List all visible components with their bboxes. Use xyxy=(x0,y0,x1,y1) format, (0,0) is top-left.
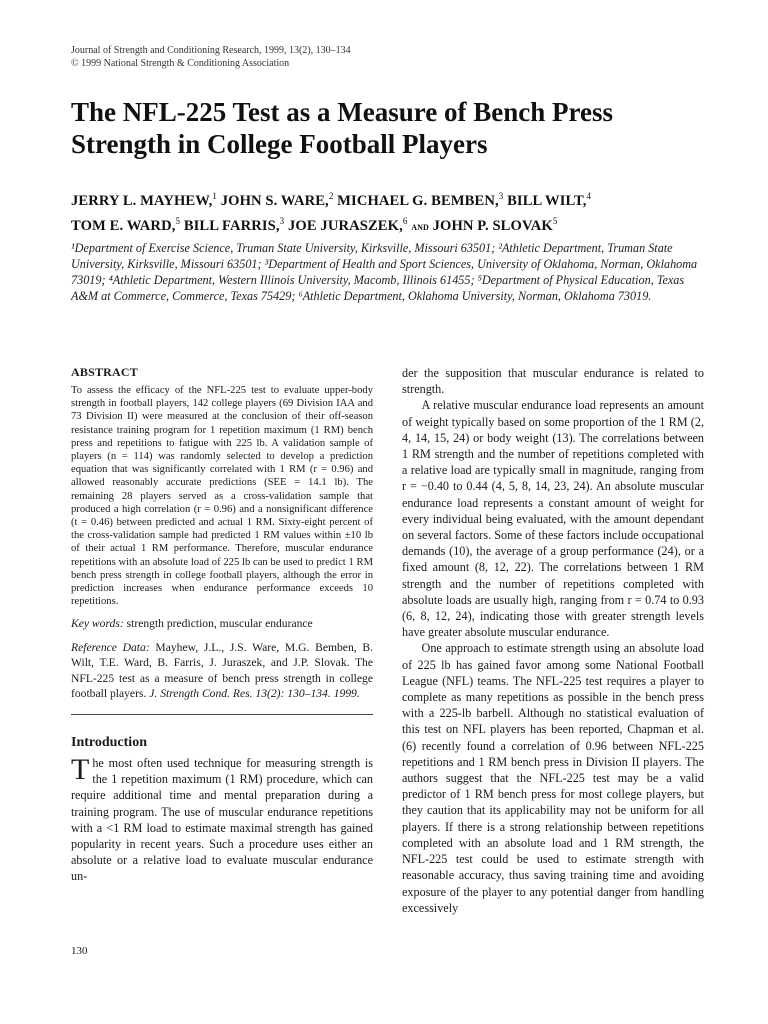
journal-citation: Journal of Strength and Conditioning Research, 1999, 13(2), 130–134 xyxy=(71,45,351,56)
author-conjunction: and xyxy=(411,218,429,233)
reference-data-text: Mayhew, J.L., J.S. Ware, M.G. Bemben, B. Wilt, T.E. Ward, B. Farris, J. Juraszek, and J.P. Slovak. The NFL-225 test as a measure of bench press strength in college football players. xyxy=(71,640,374,701)
body-paragraph: One approach to estimate strength using an absolute load of 225 lb has gained favor among some National Football League (NFL) teams. The NFL-225 test requires a player to complete as many repetitions as possible in the bench press with a 225-lb barbell. Although no statistical evaluation of this test on NFL players has been reported, Chapman et al. (6) recently found a correlation of 0.96 between NFL-225 repetitions and 1 RM bench press in Division II players. The authors suggest that the NFL-225 test may be a valid predictor of 1 RM bench press for most college players, but they caution that its applicability may not be uniform for all players. If there is a strong relationship between repetitions completed with an absolute load and 1 RM strength, the NFL-225 test could be used to estimate strength with reasonable accuracy, thus saving training time and avoiding exposure of the player to any potential danger from handling excessively xyxy=(402,641,704,915)
author-name: JOHN S. WARE,$^2$ xyxy=(220,191,334,209)
reference-data xyxy=(71,640,373,702)
keywords-label: Key words: xyxy=(71,617,124,631)
journal-header xyxy=(71,44,351,70)
introduction-text: he most often used technique for measuring strength is the 1 repetition maximum (1 RM) procedure, which can require additional time and mental preparation during a training program. The use of muscular endurance repetitions with a <1 RM load to estimate maximal strength has gained popularity in recent years. Such a procedure uses either an absolute or a relative load to evaluate muscular endurance un- xyxy=(71,755,373,884)
reference-citation: J. Strength Cond. Res. 13(2): 130–134. 1999. xyxy=(149,687,360,701)
author-name: MICHAEL G. BEMBEN,$^3$ xyxy=(337,191,504,209)
left-column xyxy=(71,365,373,885)
abstract-body: To assess the efficacy of the NFL-225 test to evaluate upper-body strength in football players, 142 college players (69 Division IAA and 73 Division II) were measured at the conclusion of their off-season resistance training program for 1 repetition maximum (1 RM) bench press and repetitions to fatigue with 225 lb. A validation sample of players (n = 114) was randomly selected to develop a prediction equation that was significantly correlated with 1 RM (r = 0.96) and allowed reasonably accurate predictions (SEE = 14.1 lb). The remaining 28 players served as a cross-validation sample that produced a high correlation (r = 0.96) and a nonsignificant difference (t = 0.46) between predicted and actual 1 RM. Sixty-eight percent of the cross-validation sample had predicted 1 RM values within ±10 lb of their actual 1 RM performance. Therefore, muscular endurance repetitions with an absolute load of 225 lb can be used to predict 1 RM bench press strength in college football players, although the error in prediction increases when endurance performance exceeds 10 repetitions. xyxy=(71,385,373,608)
author-name: JERRY L. MAYHEW,$^1$ xyxy=(71,191,217,209)
page-number: 130 xyxy=(71,945,88,957)
introduction-heading: Introduction xyxy=(71,734,147,750)
article-title: The NFL-225 Test as a Measure of Bench Press Strength in College Football Players xyxy=(71,97,613,159)
author-name: JOHN P. SLOVAK$^5$ xyxy=(432,215,558,234)
keywords xyxy=(71,616,373,632)
author-list xyxy=(71,186,711,236)
body-paragraph: A relative muscular endurance load represents an amount of weight typically based on some proportion of the 1 RM (2, 4, 14, 15, 24) or body weight (13). The correlations between 1 RM strength and the number of repetitions completed with a relative load are typically small in magnitude, ranging from r = −0.40 to 0.44 (4, 5, 8, 14, 23, 24). An absolute muscular endurance load represents a constant amount of weight for every individual being evaluated, with the amount dependant on several factors. Some of these factors include occupational demands (10), the average of a group performance (24), or a fixed amount (8, 12, 22). The correlations between 1 RM strength and the number of repetitions completed with absolute loads are usually high, ranging from r = 0.74 to 0.93 (6, 8, 12, 24), indicating those with greater strength levels have greater absolute muscular endurance. xyxy=(402,398,704,640)
section-divider xyxy=(71,714,373,715)
author-name: TOM E. WARD,$^5$ xyxy=(71,215,181,234)
right-column xyxy=(402,365,704,916)
affiliations: ¹Department of Exercise Science, Truman State University, Kirksville, Missouri 63501; ²Athletic Department, Truman State University, Kirksville, Missouri 63501; ³Department of Health and Sport Sciences, University of Oklahoma, Norman, Oklahoma 73019; ⁴Athletic Department, Western Illinois University, Macomb, Illinois 61455; ⁵Department of Physical Education, Texas A&M at Commerce, Commerce, Texas 75429; ⁶Athletic Department, Oklahoma University, Norman, Oklahoma 73019. xyxy=(71,241,698,303)
body-paragraph: der the supposition that muscular endurance is related to strength. xyxy=(402,366,704,397)
author-name: BILL FARRIS,$^3$ xyxy=(183,215,285,234)
reference-data-label: Reference Data: xyxy=(71,640,150,654)
keywords-text: strength prediction, muscular endurance xyxy=(126,617,313,631)
abstract-heading: ABSTRACT xyxy=(71,365,138,379)
journal-copyright: © 1999 National Strength & Conditioning Association xyxy=(71,58,290,69)
drop-cap: T xyxy=(71,752,90,786)
author-name: JOE JURASZEK,$^6$ xyxy=(288,215,408,234)
introduction-body xyxy=(71,752,373,885)
author-name: BILL WILT,$^4$ xyxy=(507,191,592,209)
